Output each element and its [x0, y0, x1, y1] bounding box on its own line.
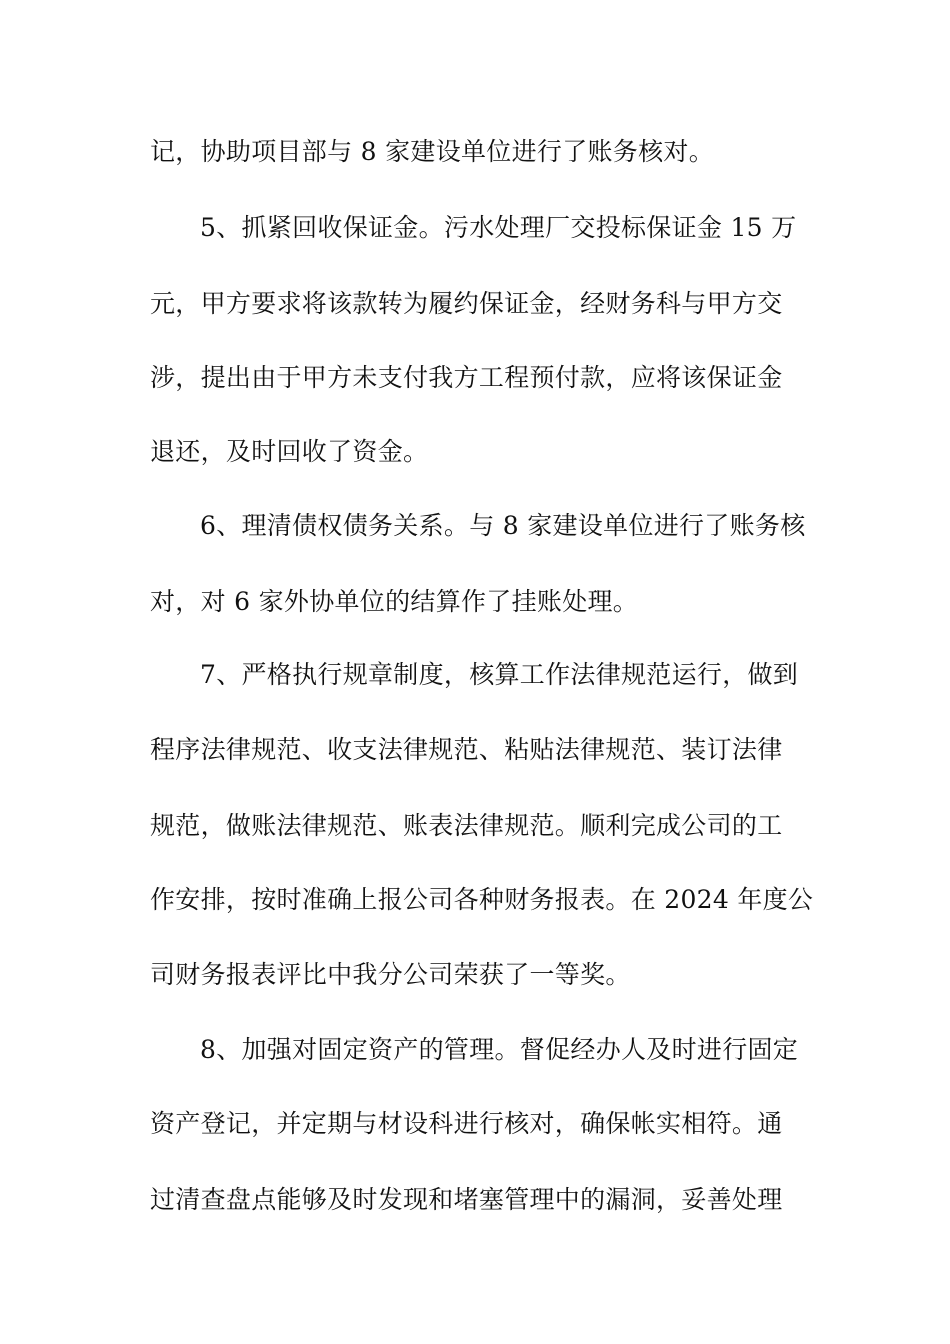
text-line: 程序法律规范、收支法律规范、粘贴法律规范、装订法律 — [150, 735, 783, 764]
paragraph-6-line: 6、理清债权债务关系。与 8 家建设单位进行了账务核 — [200, 511, 806, 540]
text-line: 资产登记，并定期与材设科进行核对，确保帐实相符。通 — [150, 1109, 783, 1138]
paragraph-8-line: 8、加强对固定资产的管理。督促经办人及时进行固定 — [200, 1035, 799, 1064]
text-line: 过清查盘点能够及时发现和堵塞管理中的漏洞，妥善处理 — [150, 1185, 783, 1214]
text-line: 退还，及时回收了资金。 — [150, 437, 429, 466]
paragraph-7-line: 7、严格执行规章制度，核算工作法律规范运行，做到 — [200, 660, 799, 689]
text-line: 记，协助项目部与 8 家建设单位进行了账务核对。 — [150, 137, 715, 166]
text-line: 对，对 6 家外协单位的结算作了挂账处理。 — [150, 587, 639, 616]
text-line: 司财务报表评比中我分公司荣获了一等奖。 — [150, 960, 631, 989]
paragraph-5-line: 5、抓紧回收保证金。污水处理厂交投标保证金 15 万 — [200, 213, 797, 242]
text-line: 作安排，按时准确上报公司各种财务报表。在 2024 年度公 — [150, 885, 814, 914]
text-line: 涉，提出由于甲方未支付我方工程预付款，应将该保证金 — [150, 363, 783, 392]
text-line: 规范，做账法律规范、账表法律规范。顺利完成公司的工 — [150, 811, 783, 840]
text-line: 元，甲方要求将该款转为履约保证金，经财务科与甲方交 — [150, 289, 783, 318]
